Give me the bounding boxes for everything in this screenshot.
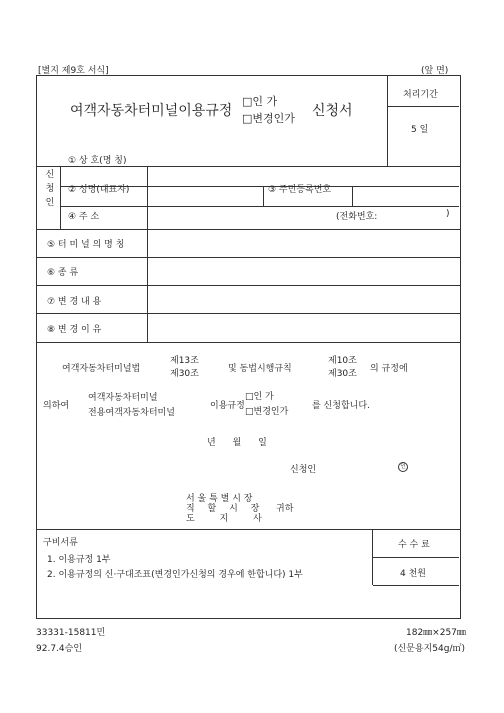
applicant-side-label: 신 청 인 <box>45 170 55 208</box>
fee-mid-line <box>373 557 459 558</box>
page-side: (앞 면) <box>421 66 449 76</box>
statement-applicant: 신청인 <box>290 465 317 475</box>
fee-bottom-line <box>373 585 459 586</box>
statement-law: 여객자동차터미널법 <box>62 364 141 374</box>
statement-to: 귀하 <box>276 504 294 514</box>
seal-mark: 인 <box>398 462 408 472</box>
footer-paper: (신문용지54g/㎡) <box>394 644 465 654</box>
change-reason-label: ⑧ 변 경 이 유 <box>47 325 102 335</box>
type-label: ⑥ 종 류 <box>47 268 79 278</box>
statement-art1a: 제13조 <box>170 356 199 366</box>
footer-code: 33331-15811민 <box>36 628 106 638</box>
statement-date: 년 월 일 <box>207 438 267 448</box>
change-content-label: ⑦ 변 경 내 용 <box>47 297 102 307</box>
authority-seoul: 서 울 특 별 시 장 <box>186 494 253 504</box>
fee-value: 4 천원 <box>400 569 426 579</box>
statement-option-change: □변경인가 <box>245 407 289 417</box>
statement-and-rule: 및 동법시행규칙 <box>228 364 292 374</box>
resident-number-label: ③ 주민등록번호 <box>268 185 332 195</box>
line-address <box>37 229 460 230</box>
title-option-approval: □인 가 <box>242 95 278 108</box>
statement-term1: 여객자동차터미널 <box>88 393 158 403</box>
name-divider <box>263 186 264 206</box>
form-number: [별지 제9호 서식] <box>38 66 109 76</box>
docs-item-1: 1. 이용규정 1부 <box>47 555 111 565</box>
line-reason <box>37 342 460 343</box>
name-label: ② 성명(대표자) <box>68 185 130 195</box>
footer-approved: 92.7.4승인 <box>36 644 83 654</box>
line-type <box>37 285 460 286</box>
processing-label: 처리기간 <box>403 90 438 100</box>
statement-by: 의하여 <box>43 401 70 411</box>
processing-value: 5 일 <box>411 125 429 135</box>
statement-option-approval: □인 가 <box>245 392 274 402</box>
label-column-divider <box>147 166 148 342</box>
statement-art2b: 제30조 <box>328 369 357 379</box>
line-name <box>61 206 459 207</box>
line-docs-top <box>37 529 460 530</box>
phone-close: ) <box>446 209 450 219</box>
title-suffix: 신청서 <box>312 103 353 119</box>
statement-reg: 이용규정 <box>210 401 245 411</box>
applicant-side-divider <box>60 166 61 229</box>
statement-art1b: 제30조 <box>170 369 199 379</box>
authority-city: 직 할 시 장 <box>186 504 260 514</box>
footer-size: 182㎜×257㎜ <box>406 628 466 638</box>
processing-divider <box>388 106 459 107</box>
statement-term2: 전용여객자동차터미널 <box>88 408 175 418</box>
statement-art2a: 제10조 <box>328 356 357 366</box>
title-divider <box>387 76 388 166</box>
title-option-change: □변경인가 <box>242 112 295 125</box>
company-label: ① 상 호(명 칭) <box>68 156 127 166</box>
resident-divider <box>352 186 353 206</box>
statement-rule-suffix: 의 규정에 <box>370 364 408 374</box>
line-terminal <box>37 257 460 258</box>
form-title: 여객자동차터미널이용규정 <box>70 103 233 119</box>
line-change <box>37 313 460 314</box>
statement-apply: 를 신청합니다. <box>312 401 370 411</box>
line-applicant-top <box>37 166 460 167</box>
docs-item-2: 2. 이용규정의 신·구대조표(변경인가신청의 경우에 한합니다) 1부 <box>47 570 303 580</box>
authority-province: 도 지 사 <box>186 514 262 524</box>
phone-label: (전화번호: <box>336 212 378 222</box>
docs-title: 구비서류 <box>43 538 78 548</box>
address-label: ④ 주 소 <box>68 212 100 222</box>
terminal-name-label: ⑤ 터 미 널 의 명 칭 <box>47 240 125 250</box>
fee-label: 수 수 료 <box>398 540 430 550</box>
